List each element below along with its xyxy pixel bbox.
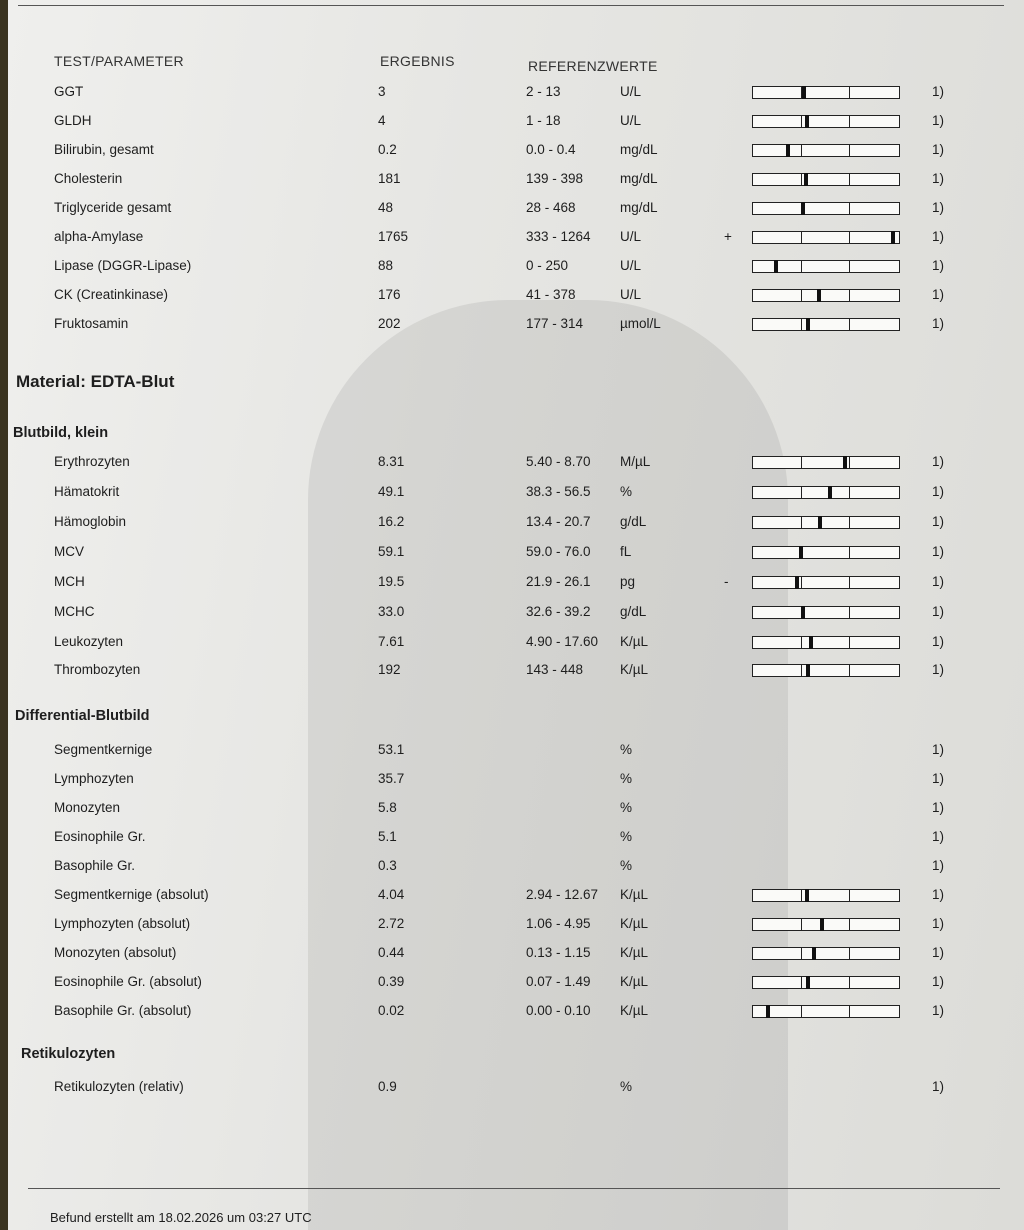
result-value: 49.1 <box>378 484 405 499</box>
range-tick <box>801 116 802 127</box>
test-name: Fruktosamin <box>54 316 129 331</box>
result-value: 48 <box>378 200 394 215</box>
test-name: Thrombozyten <box>54 662 141 677</box>
range-tick <box>849 487 850 498</box>
footnote-marker: 1) <box>932 544 945 559</box>
range-indicator-bar <box>752 260 900 273</box>
footnote-marker: 1) <box>932 574 945 589</box>
section-blutbild: Blutbild, klein <box>13 425 109 441</box>
reference-range: 5.40 - 8.70 <box>526 454 591 469</box>
range-tick <box>801 919 802 930</box>
test-name: GGT <box>54 84 84 99</box>
footnote-marker: 1) <box>932 84 945 99</box>
range-tick <box>849 232 850 243</box>
range-tick <box>849 290 850 301</box>
footer-created: Befund erstellt am 18.02.2026 um 03:27 UTC <box>50 1210 312 1225</box>
unit: K/µL <box>620 945 649 960</box>
header-reference: REFERENZWERTE <box>528 58 658 74</box>
result-row <box>8 312 1024 336</box>
value-marker <box>786 144 790 157</box>
unit: fL <box>620 544 632 559</box>
unit: K/µL <box>620 634 649 649</box>
footnote-marker: 1) <box>932 771 945 786</box>
reference-range: 0 - 250 <box>526 258 569 273</box>
result-value: 181 <box>378 171 401 186</box>
value-marker <box>802 86 806 99</box>
result-value: 5.8 <box>378 800 397 815</box>
footnote-marker: 1) <box>932 800 945 815</box>
range-indicator-bar <box>752 486 900 499</box>
range-indicator-bar <box>752 976 900 989</box>
reference-range: 13.4 - 20.7 <box>526 514 591 529</box>
value-marker <box>766 1005 770 1018</box>
result-value: 88 <box>378 258 394 273</box>
footnote-marker: 1) <box>932 916 945 931</box>
range-tick <box>849 174 850 185</box>
footnote-marker: 1) <box>932 287 945 302</box>
header-result: ERGEBNIS <box>380 53 455 69</box>
footnote-marker: 1) <box>932 974 945 989</box>
unit: K/µL <box>620 1003 649 1018</box>
reference-range: 0.13 - 1.15 <box>526 945 591 960</box>
reference-range: 2.94 - 12.67 <box>526 887 599 902</box>
result-value: 2.72 <box>378 916 405 931</box>
test-name: Lipase (DGGR-Lipase) <box>54 258 192 273</box>
reference-range: 38.3 - 56.5 <box>526 484 591 499</box>
result-row <box>8 941 1024 965</box>
range-indicator-bar <box>752 86 900 99</box>
footnote-marker: 1) <box>932 634 945 649</box>
result-row <box>8 796 1024 820</box>
reference-range: 32.6 - 39.2 <box>526 604 591 619</box>
test-name: Hämatokrit <box>54 484 120 499</box>
range-indicator-bar <box>752 1005 900 1018</box>
test-name: Monozyten (absolut) <box>54 945 177 960</box>
value-marker <box>828 486 832 499</box>
flag: - <box>724 574 729 589</box>
result-value: 3 <box>378 84 386 99</box>
result-value: 0.9 <box>378 1079 397 1094</box>
test-name: GLDH <box>54 113 92 128</box>
result-row <box>8 854 1024 878</box>
range-tick <box>849 919 850 930</box>
value-marker <box>809 636 813 649</box>
value-marker <box>795 576 799 589</box>
result-row <box>8 658 1024 682</box>
range-tick <box>849 977 850 988</box>
range-tick <box>849 517 850 528</box>
range-indicator-bar <box>752 636 900 649</box>
test-name: Erythrozyten <box>54 454 130 469</box>
unit: M/µL <box>620 454 651 469</box>
footnote-marker: 1) <box>932 484 945 499</box>
range-indicator-bar <box>752 115 900 128</box>
range-tick <box>849 637 850 648</box>
unit: K/µL <box>620 887 649 902</box>
footnote-marker: 1) <box>932 171 945 186</box>
range-tick <box>849 319 850 330</box>
section-retikulozyten: Retikulozyten <box>21 1046 116 1062</box>
range-indicator-bar <box>752 947 900 960</box>
value-marker <box>820 918 824 931</box>
value-marker <box>804 173 808 186</box>
range-indicator-bar <box>752 289 900 302</box>
unit: µmol/L <box>620 316 661 331</box>
range-tick <box>801 665 802 676</box>
result-value: 192 <box>378 662 401 677</box>
range-tick <box>849 948 850 959</box>
reference-range: 0.0 - 0.4 <box>526 142 576 157</box>
test-name: Triglyceride gesamt <box>54 200 172 215</box>
bottom-rule <box>28 1188 1000 1189</box>
value-marker <box>812 947 816 960</box>
result-row <box>8 912 1024 936</box>
test-name: Basophile Gr. <box>54 858 136 873</box>
footnote-marker: 1) <box>932 258 945 273</box>
value-marker <box>801 606 805 619</box>
unit: K/µL <box>620 974 649 989</box>
result-row <box>8 109 1024 133</box>
result-row <box>8 883 1024 907</box>
range-indicator-bar <box>752 231 900 244</box>
test-name: MCH <box>54 574 85 589</box>
range-tick <box>801 890 802 901</box>
range-tick <box>849 1006 850 1017</box>
reference-range: 1 - 18 <box>526 113 561 128</box>
footnote-marker: 1) <box>932 858 945 873</box>
test-name: Hämoglobin <box>54 514 127 529</box>
value-marker <box>891 231 895 244</box>
result-value: 19.5 <box>378 574 405 589</box>
result-value: 0.44 <box>378 945 405 960</box>
result-value: 16.2 <box>378 514 405 529</box>
result-row <box>8 825 1024 849</box>
result-row <box>8 138 1024 162</box>
unit: U/L <box>620 258 642 273</box>
range-tick <box>801 232 802 243</box>
range-tick <box>849 457 850 468</box>
unit: K/µL <box>620 916 649 931</box>
value-marker <box>805 889 809 902</box>
test-name: Bilirubin, gesamt <box>54 142 154 157</box>
value-marker <box>801 202 805 215</box>
test-name: Lymphozyten <box>54 771 134 786</box>
range-tick <box>801 577 802 588</box>
unit: % <box>620 800 633 815</box>
range-tick <box>801 457 802 468</box>
footnote-marker: 1) <box>932 113 945 128</box>
range-indicator-bar <box>752 546 900 559</box>
section-material: Material: EDTA-Blut <box>16 372 175 391</box>
result-value: 33.0 <box>378 604 405 619</box>
reference-range: 41 - 378 <box>526 287 576 302</box>
result-value: 5.1 <box>378 829 397 844</box>
footnote-marker: 1) <box>932 514 945 529</box>
range-tick <box>801 948 802 959</box>
result-row <box>8 167 1024 191</box>
reference-range: 333 - 1264 <box>526 229 591 244</box>
range-indicator-bar <box>752 664 900 677</box>
unit: U/L <box>620 113 642 128</box>
result-row <box>8 450 1024 474</box>
reference-range: 177 - 314 <box>526 316 584 331</box>
value-marker <box>799 546 803 559</box>
range-tick <box>801 637 802 648</box>
report-sheet <box>8 0 1024 1230</box>
footnote-marker: 1) <box>932 742 945 757</box>
range-tick <box>801 174 802 185</box>
footnote-marker: 1) <box>932 200 945 215</box>
value-marker <box>774 260 778 273</box>
unit: U/L <box>620 287 642 302</box>
test-name: Segmentkernige <box>54 742 153 757</box>
range-indicator-bar <box>752 202 900 215</box>
test-name: Monozyten <box>54 800 121 815</box>
result-row <box>8 630 1024 654</box>
result-value: 59.1 <box>378 544 405 559</box>
unit: U/L <box>620 84 642 99</box>
value-marker <box>818 516 822 529</box>
result-value: 4 <box>378 113 386 128</box>
test-name: Cholesterin <box>54 171 123 186</box>
footnote-marker: 1) <box>932 229 945 244</box>
range-tick <box>801 319 802 330</box>
unit: mg/dL <box>620 200 658 215</box>
unit: mg/dL <box>620 171 658 186</box>
range-tick <box>849 203 850 214</box>
result-row <box>8 480 1024 504</box>
range-tick <box>849 890 850 901</box>
flag: + <box>724 229 732 244</box>
result-row <box>8 738 1024 762</box>
test-name: Eosinophile Gr. (absolut) <box>54 974 202 989</box>
result-row <box>8 80 1024 104</box>
reference-range: 28 - 468 <box>526 200 576 215</box>
footnote-marker: 1) <box>932 829 945 844</box>
result-value: 7.61 <box>378 634 405 649</box>
range-tick <box>801 1006 802 1017</box>
test-name: Retikulozyten (relativ) <box>54 1079 184 1094</box>
range-indicator-bar <box>752 606 900 619</box>
range-tick <box>801 487 802 498</box>
reference-range: 4.90 - 17.60 <box>526 634 599 649</box>
result-value: 8.31 <box>378 454 405 469</box>
unit: % <box>620 484 633 499</box>
range-indicator-bar <box>752 144 900 157</box>
result-value: 202 <box>378 316 401 331</box>
unit: pg <box>620 574 636 589</box>
test-name: Eosinophile Gr. <box>54 829 146 844</box>
result-value: 0.02 <box>378 1003 405 1018</box>
result-row <box>8 1075 1024 1099</box>
test-name: Lymphozyten (absolut) <box>54 916 191 931</box>
result-value: 4.04 <box>378 887 405 902</box>
test-name: MCV <box>54 544 84 559</box>
range-tick <box>849 87 850 98</box>
test-name: Leukozyten <box>54 634 124 649</box>
footnote-marker: 1) <box>932 945 945 960</box>
footnote-marker: 1) <box>932 887 945 902</box>
range-indicator-bar <box>752 918 900 931</box>
result-row <box>8 767 1024 791</box>
reference-range: 0.00 - 0.10 <box>526 1003 591 1018</box>
reference-range: 0.07 - 1.49 <box>526 974 591 989</box>
unit: K/µL <box>620 662 649 677</box>
range-indicator-bar <box>752 576 900 589</box>
test-name: Segmentkernige (absolut) <box>54 887 209 902</box>
footnote-marker: 1) <box>932 1003 945 1018</box>
unit: g/dL <box>620 514 647 529</box>
range-tick <box>849 145 850 156</box>
unit: % <box>620 771 633 786</box>
test-name: alpha-Amylase <box>54 229 144 244</box>
range-tick <box>801 261 802 272</box>
result-value: 1765 <box>378 229 409 244</box>
footnote-marker: 1) <box>932 454 945 469</box>
unit: % <box>620 829 633 844</box>
range-tick <box>801 517 802 528</box>
range-tick <box>849 665 850 676</box>
range-tick <box>801 977 802 988</box>
result-row <box>8 283 1024 307</box>
reference-range: 139 - 398 <box>526 171 584 186</box>
footnote-marker: 1) <box>932 316 945 331</box>
reference-range: 2 - 13 <box>526 84 561 99</box>
top-rule <box>18 5 1004 6</box>
result-value: 0.39 <box>378 974 405 989</box>
result-row <box>8 999 1024 1023</box>
value-marker <box>843 456 847 469</box>
reference-range: 21.9 - 26.1 <box>526 574 591 589</box>
range-indicator-bar <box>752 889 900 902</box>
unit: g/dL <box>620 604 647 619</box>
unit: % <box>620 1079 633 1094</box>
test-name: Basophile Gr. (absolut) <box>54 1003 192 1018</box>
footnote-marker: 1) <box>932 142 945 157</box>
range-indicator-bar <box>752 456 900 469</box>
value-marker <box>806 664 810 677</box>
unit: mg/dL <box>620 142 658 157</box>
result-value: 0.2 <box>378 142 397 157</box>
result-row <box>8 254 1024 278</box>
footnote-marker: 1) <box>932 662 945 677</box>
value-marker <box>806 318 810 331</box>
unit: U/L <box>620 229 642 244</box>
result-row <box>8 540 1024 564</box>
result-row <box>8 600 1024 624</box>
result-value: 176 <box>378 287 401 302</box>
value-marker <box>806 976 810 989</box>
result-value: 0.3 <box>378 858 397 873</box>
test-name: CK (Creatinkinase) <box>54 287 169 302</box>
value-marker <box>805 115 809 128</box>
result-row <box>8 510 1024 534</box>
reference-range: 1.06 - 4.95 <box>526 916 591 931</box>
range-tick <box>849 607 850 618</box>
value-marker <box>817 289 821 302</box>
range-tick <box>849 261 850 272</box>
result-value: 35.7 <box>378 771 405 786</box>
reference-range: 143 - 448 <box>526 662 584 677</box>
header-test: TEST/PARAMETER <box>54 53 184 69</box>
result-row <box>8 225 1024 249</box>
test-name: MCHC <box>54 604 95 619</box>
result-row <box>8 970 1024 994</box>
reference-range: 59.0 - 76.0 <box>526 544 591 559</box>
range-tick <box>801 290 802 301</box>
section-differential: Differential-Blutbild <box>15 708 150 724</box>
result-value: 53.1 <box>378 742 405 757</box>
range-tick <box>849 577 850 588</box>
range-tick <box>801 145 802 156</box>
range-indicator-bar <box>752 516 900 529</box>
result-row <box>8 196 1024 220</box>
footnote-marker: 1) <box>932 604 945 619</box>
unit: % <box>620 742 633 757</box>
footnote-marker: 1) <box>932 1079 945 1094</box>
range-indicator-bar <box>752 318 900 331</box>
range-tick <box>849 547 850 558</box>
range-tick <box>849 116 850 127</box>
result-row <box>8 570 1024 594</box>
unit: % <box>620 858 633 873</box>
range-indicator-bar <box>752 173 900 186</box>
